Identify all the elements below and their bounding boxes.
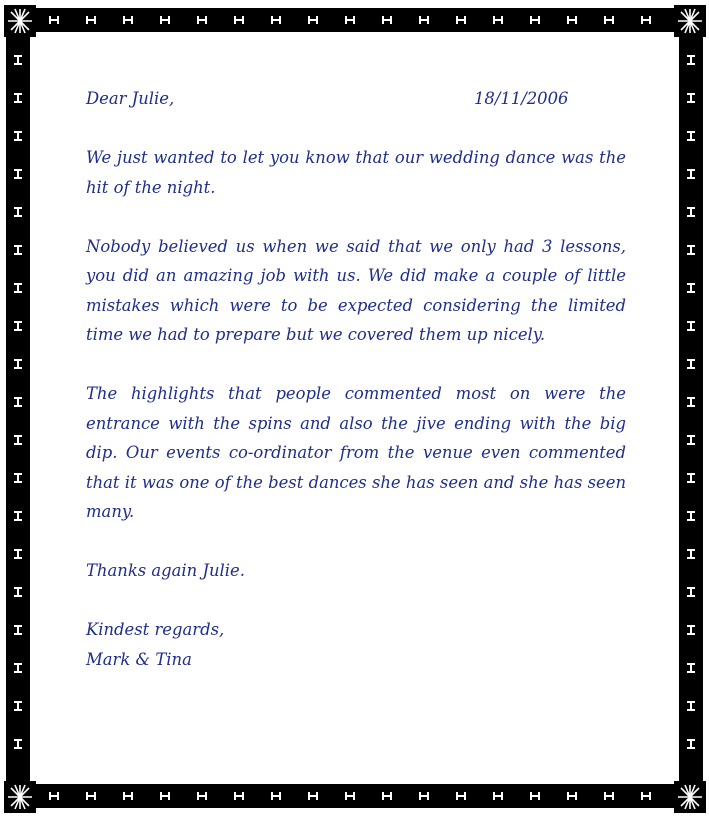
letter-body <box>86 84 626 674</box>
salutation: Dear Julie, <box>86 89 175 108</box>
letter-date: 18/11/2006 <box>474 89 569 108</box>
letter-header <box>86 84 626 114</box>
signature: Mark & Tina <box>86 649 192 669</box>
paragraph-3: The highlights that people commented most on were the entrance with the spins and also the jive ending with the big dip. Our events co-ordinator from the venue even commented that it was one of the best dances she has seen and she has seen many. <box>86 384 626 521</box>
sign-off <box>86 615 626 674</box>
closing: Kindest regards, <box>86 620 225 639</box>
paragraph-2: Nobody believed us when we said that we only had 3 lessons, you did an amazing job with us. We did make a couple of little mistakes which were to be expected considering the limited time we had to prepare but we covered them up nicely. <box>86 236 626 344</box>
paragraph-4: Thanks again Julie. <box>86 561 245 580</box>
paragraph-1: We just wanted to let you know that our wedding dance was the hit of the night. <box>86 148 626 197</box>
